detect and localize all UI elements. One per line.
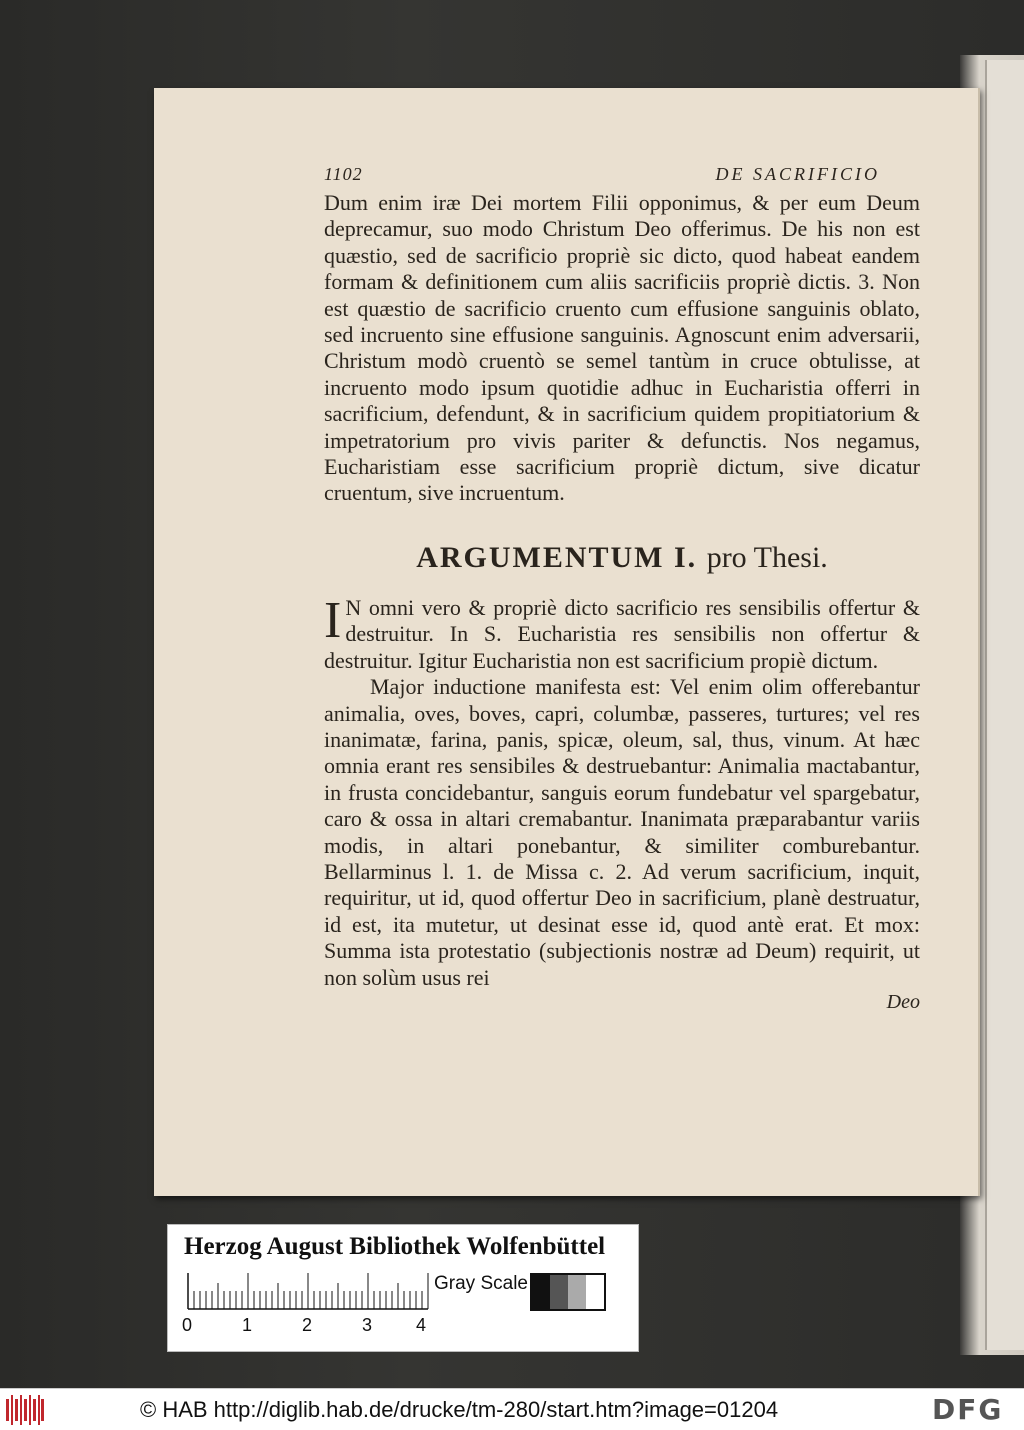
paragraph-3: Major inductione manifesta est: Vel enim olim offerebantur animalia, oves, boves, capri, columbæ, passeres, turtures; vel res inanimatæ, farina, panis, spicæ, oleum, sal, thus, vinum. At hæc omnia erant res sensibiles & destruebantur: Animalia mactabantur, in frusta concidebantur, sanguis eorum fundebatur vel spargebatur, caro & ossa in altari cremabantur. Inanimata præparabantur variis modis, in altari ponebantur, & similiter comburebantur. Bellarminus l. 1. de Missa c. 2. Ad verum sacrificium, inquit, requiritur, ut id, quod offertur Deo in sacrificium, planè destruatur, id est, ita mutetur, ut desinat esse id, quod antè erat. Et mox: Summa ista protestatio (subjectionis nostræ ad Deum) requirit, ut non solùm usus rei xyxy=(324,674,920,990)
heading-sub: pro Thesi. xyxy=(706,540,828,574)
heading-main: ARGUMENTUM I. xyxy=(416,540,698,574)
swatch-dark-gray xyxy=(550,1275,568,1309)
swatch-light-gray xyxy=(568,1275,586,1309)
library-name: Herzog August Bibliothek Wolfenbüttel xyxy=(184,1233,606,1260)
ruler-label-1: 1 xyxy=(242,1315,253,1335)
ruler-label-3: 3 xyxy=(362,1315,373,1335)
color-calibration-card xyxy=(167,1224,639,1352)
ruler-label-4: 4 xyxy=(416,1315,427,1335)
catchword: Deo xyxy=(886,990,920,1013)
scale-ruler xyxy=(186,1273,430,1315)
paragraph-1: Dum enim iræ Dei mortem Filii opponimus, & per eum Deum deprecamur, suo modo Christum Deo offerimus. De his non est quæstio, sed de sacrificio propriè sic dicto, quod habeat eandem formam & definitionem cum aliis sacrificiis propriè dictis. 3. Non est quæstio de sacrificio cruento cum effusione sanguinis oblato, sed incruento sine effusione sanguinis. Agnoscunt enim adversarii, Christum modò cruentò se semel tantùm in cruce obtulisse, at incruento modo ipsum quotidie adhuc in Eucharistia offerri in sacrificium, defendunt, & in sacrificium quidem propitiatorium & impetratorium pro vivis pariter & defunctis. Nos negamus, Eucharistiam esse sacrificium propriè dictum, sive dicatur cruentum, sive incruentum. xyxy=(324,190,920,506)
ruler-label-2: 2 xyxy=(302,1315,313,1335)
book-page xyxy=(154,88,980,1196)
page-number: 1102 xyxy=(324,164,363,184)
dfg-logo: DFG xyxy=(932,1393,1004,1426)
gray-scale-label: Gray Scale xyxy=(434,1273,528,1294)
section-heading xyxy=(324,541,920,575)
copyright-link[interactable]: © HAB http://diglib.hab.de/drucke/tm-280/start.htm?image=01204 xyxy=(140,1397,779,1422)
drop-cap: I xyxy=(324,591,342,649)
adjacent-page-sheet xyxy=(985,60,1024,1350)
barcode-icon xyxy=(6,1395,44,1425)
paragraph-2: N omni vero & propriè dicto sacrificio res sensibilis offertur & destruitur. In S. Eucharistia res sensibilis non offertur & destruitur. Igitur Eucharistia non est sacrificium propiè dictum. xyxy=(324,594,920,673)
swatch-white xyxy=(586,1275,604,1309)
viewer-footer xyxy=(0,1388,1024,1430)
gray-scale-swatches xyxy=(530,1273,606,1311)
page-text-block xyxy=(324,164,920,1034)
running-head xyxy=(324,164,920,190)
paragraph-2-block xyxy=(324,591,920,674)
running-title: DE SACRIFICIO xyxy=(715,164,880,184)
ruler-label-0: 0 xyxy=(182,1315,193,1335)
swatch-black xyxy=(532,1275,550,1309)
